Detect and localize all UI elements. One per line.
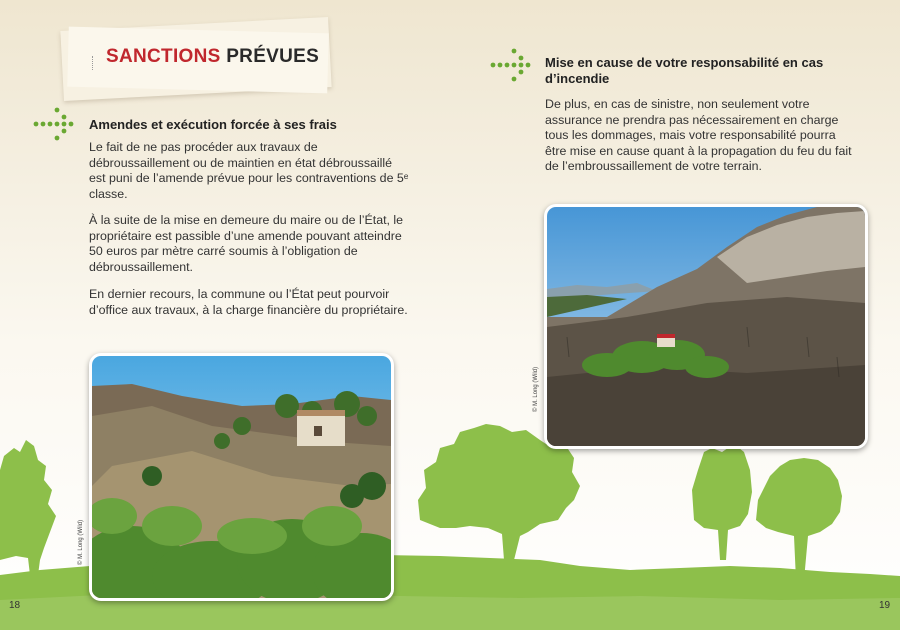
title-part-red: SANCTIONS <box>106 46 221 67</box>
page-number-left: 18 <box>9 600 21 611</box>
banner-divider <box>92 56 95 70</box>
right-photo <box>544 204 868 449</box>
right-heading: Mise en cause de votre responsabilité en cas d’incendie <box>545 55 824 86</box>
title-part-dark: PRÉVUES <box>226 46 320 67</box>
tree-silhouette <box>0 440 56 575</box>
photo-credit: © M. Long (Wild) <box>78 519 84 565</box>
right-paragraph: De plus, en cas de sinistre, non seulement votre assurance ne prendra pas nécessairement en charge tous les dommages, mais votre responsabilité pourra être mise en cause quant à la propagation du feu du fait de l’embroussaillement de votre terrain. <box>545 97 852 174</box>
page-title <box>106 46 319 68</box>
dot-arrow-icon <box>490 48 532 82</box>
tree-silhouette <box>692 444 752 560</box>
page-number-right: 19 <box>879 600 891 611</box>
tree-silhouette <box>756 458 842 580</box>
section-banner <box>62 24 330 94</box>
left-heading: Amendes et exécution forcée à ses frais <box>89 117 337 132</box>
dot-arrow-icon <box>33 107 75 141</box>
left-paragraph-1: Le fait de ne pas procéder aux travaux de débroussaillement ou de maintien en état débroussaillé est puni de l’amende prévue pour les contraventions de 5ᵉ classe. <box>89 140 409 201</box>
left-paragraph-3: En dernier recours, la commune ou l’État peut pourvoir d’office aux travaux, à la charge financière du propriétaire. <box>89 287 408 317</box>
left-photo <box>89 353 394 601</box>
left-paragraph-2: À la suite de la mise en demeure du maire ou de l’État, le propriétaire est passible d’une amende pouvant atteindre 50 euros par mètre carré soumis à l’obligation de débroussaillement. <box>89 213 404 274</box>
photo-credit: © M. Long (Wild) <box>533 366 539 412</box>
